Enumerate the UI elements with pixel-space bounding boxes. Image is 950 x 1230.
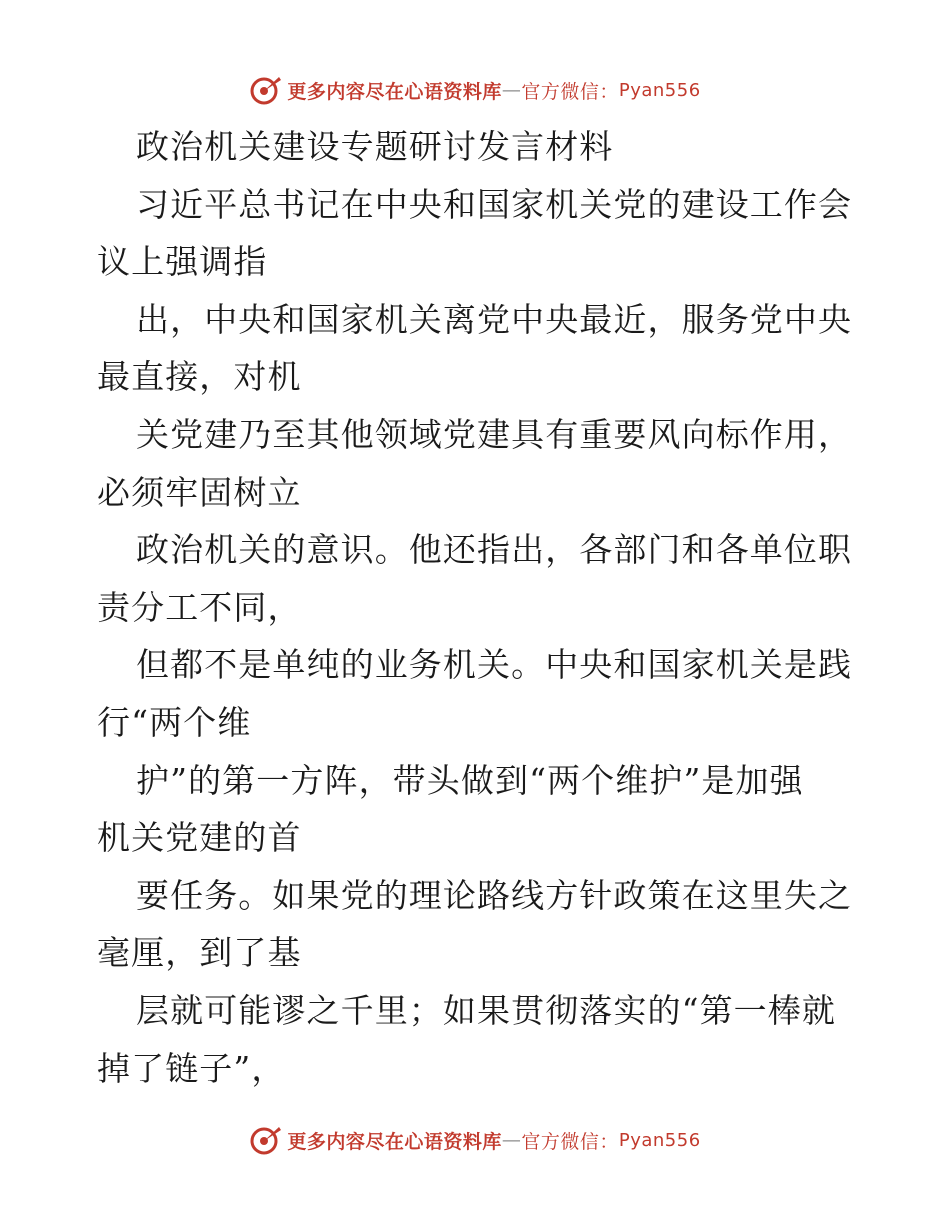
paragraph-line: 关党建乃至其他领域党建具有重要风向标作用， (136, 414, 853, 454)
paragraph-line: 责分工不同， (97, 587, 302, 627)
banner-dash: — (501, 1129, 522, 1151)
paragraph-line: 最直接，对机 (97, 357, 302, 397)
banner-wechat-id: Pyan556 (618, 79, 701, 101)
banner-wechat-label: 官方微信： (521, 1130, 619, 1153)
paragraph-line: 毫厘，到了基 (97, 933, 302, 973)
document-title: 政治机关建设专题研讨发言材料 (136, 127, 614, 166)
footer-banner (0, 1120, 950, 1160)
paragraph-line: 必须牢固树立 (97, 472, 302, 512)
banner-dash: — (501, 79, 522, 101)
paragraph-line: 要任务。如果党的理论路线方针政策在这里失之 (136, 875, 853, 915)
paragraph-line: 政治机关的意识。他还指出，各部门和各单位职 (136, 530, 853, 570)
paragraph-line: 机关党建的首 (97, 818, 302, 858)
paragraph-line: 层就可能谬之千里；如果贯彻落实的“第一棒就 (136, 990, 836, 1030)
paragraph-line: 护”的第一方阵，带头做到“两个维护”是加强 (136, 760, 804, 800)
header-banner (0, 70, 950, 110)
pen-logo-icon (249, 1123, 283, 1157)
paragraph-line: 掉了链子”， (97, 1048, 286, 1088)
banner-text: 更多内容尽在心语资料库 (287, 1130, 502, 1153)
banner-text: 更多内容尽在心语资料库 (287, 80, 502, 103)
paragraph-line: 行“两个维 (97, 702, 252, 742)
paragraph-line: 议上强调指 (97, 242, 268, 282)
paragraph-line: 但都不是单纯的业务机关。中央和国家机关是践 (136, 645, 853, 685)
banner-wechat-label: 官方微信： (521, 80, 619, 103)
paragraph-line: 习近平总书记在中央和国家机关党的建设工作会 (136, 184, 853, 224)
paragraph-line: 出，中央和国家机关离党中央最近，服务党中央 (136, 299, 853, 339)
pen-logo-icon (249, 73, 283, 107)
document-body (97, 118, 857, 1097)
banner-wechat-id: Pyan556 (618, 1129, 701, 1151)
